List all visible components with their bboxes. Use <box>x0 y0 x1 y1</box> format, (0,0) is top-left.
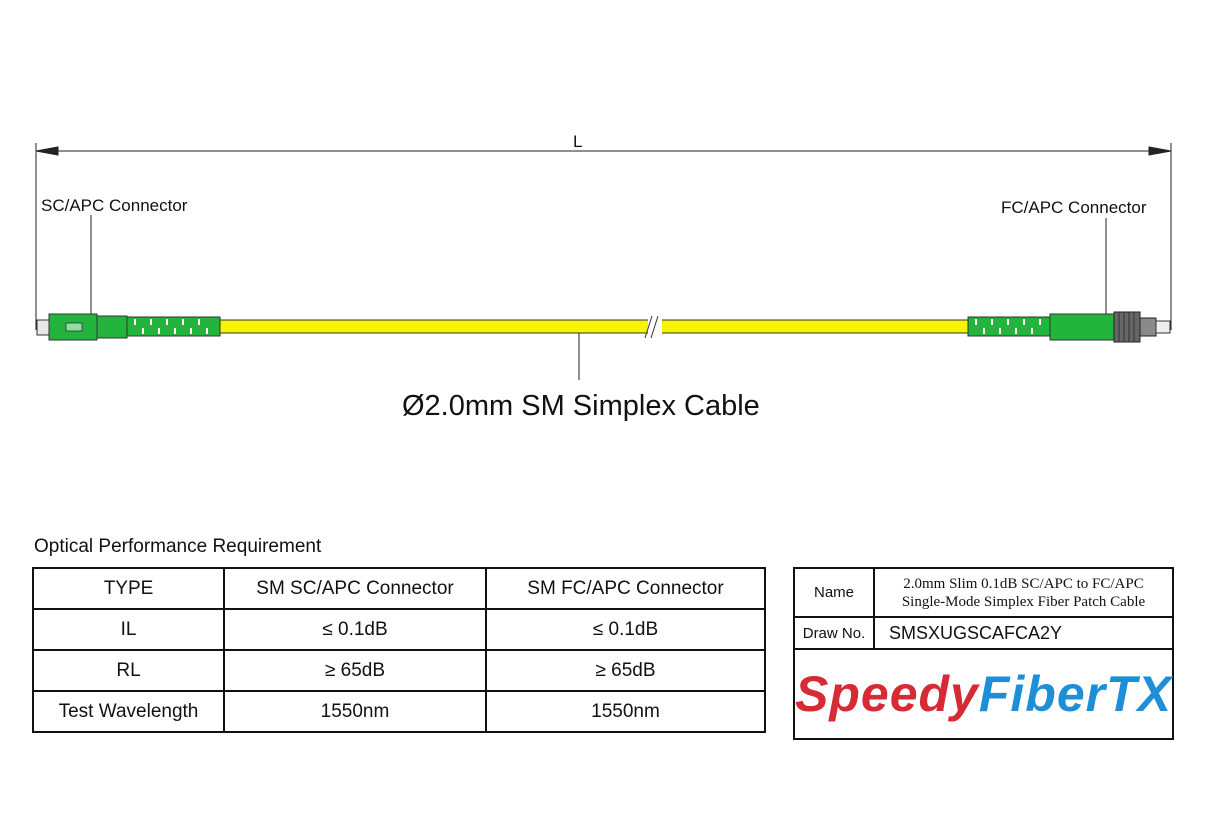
cable-body <box>220 316 970 338</box>
row-type: RL <box>33 650 224 691</box>
logo-part-1: Speedy <box>795 666 979 722</box>
draw-no-value: SMSXUGSCAFCA2Y <box>874 617 1173 649</box>
row-fc-value: 1550nm <box>486 691 765 732</box>
row-sc-value: ≥ 65dB <box>224 650 486 691</box>
header-type: TYPE <box>33 568 224 609</box>
logo-part-2: FiberTX <box>978 666 1172 722</box>
dimension-line <box>36 143 1171 330</box>
left-connector-label: SC/APC Connector <box>41 196 188 215</box>
row-type: IL <box>33 609 224 650</box>
brand-logo <box>795 666 1172 722</box>
table-header-row <box>33 568 765 609</box>
table-row <box>33 609 765 650</box>
row-sc-value: ≤ 0.1dB <box>224 609 486 650</box>
draw-no-key: Draw No. <box>794 617 874 649</box>
row-type: Test Wavelength <box>33 691 224 732</box>
length-label: L <box>573 132 583 151</box>
name-value <box>874 568 1173 617</box>
name-line-1: 2.0mm Slim 0.1dB SC/APC to FC/APC <box>903 575 1144 592</box>
logo-cell <box>794 649 1173 739</box>
performance-title: Optical Performance Requirement <box>34 536 322 557</box>
table-row <box>33 650 765 691</box>
fc-apc-connector <box>968 312 1170 342</box>
name-key: Name <box>794 568 874 617</box>
name-line-2: Single-Mode Simplex Fiber Patch Cable <box>901 593 1146 610</box>
row-fc-value: ≥ 65dB <box>486 650 765 691</box>
row-fc-value: ≤ 0.1dB <box>486 609 765 650</box>
title-block <box>793 567 1174 740</box>
row-sc-value: 1550nm <box>224 691 486 732</box>
sc-apc-connector <box>37 314 220 340</box>
cable-label: Ø2.0mm SM Simplex Cable <box>402 390 760 422</box>
performance-table <box>32 567 766 733</box>
header-sc-apc: SM SC/APC Connector <box>224 568 486 609</box>
table-row <box>33 691 765 732</box>
leader-lines <box>91 215 1106 380</box>
header-fc-apc: SM FC/APC Connector <box>486 568 765 609</box>
right-connector-label: FC/APC Connector <box>1001 198 1147 217</box>
